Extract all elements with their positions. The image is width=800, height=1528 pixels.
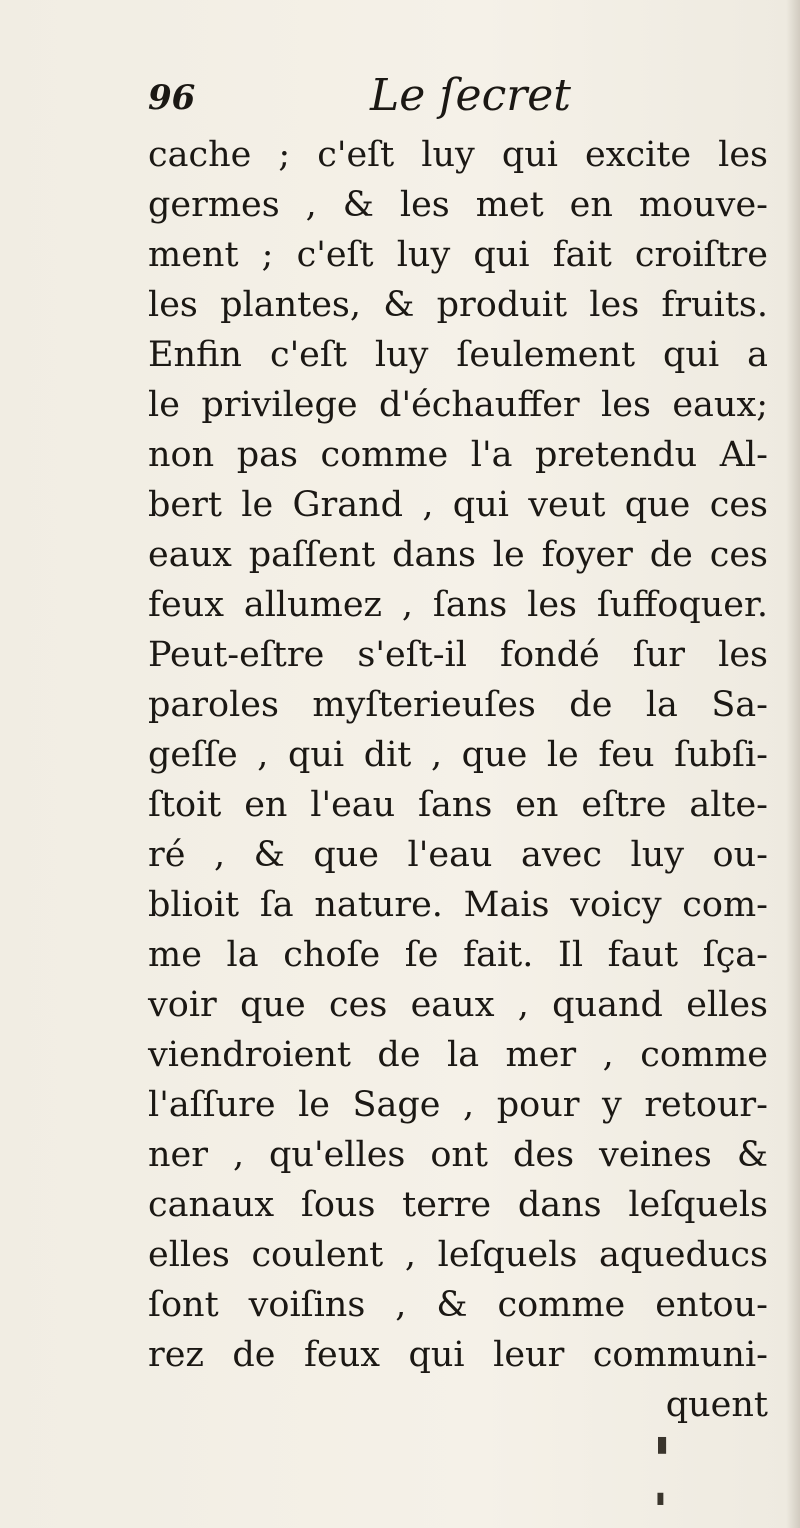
text-line: rez de feux qui leur communi- <box>148 1335 768 1375</box>
text-line: ré , & que l'eau avec luy ou- <box>148 835 768 875</box>
text-line: viendroient de la mer , comme <box>148 1035 768 1075</box>
text-line: paroles myſterieuſes de la Sa- <box>148 685 768 725</box>
text-line: canaux ſous terre dans leſquels <box>148 1185 768 1225</box>
text-line: ment ; c'eſt luy qui fait croiſtre <box>148 235 768 275</box>
text-line: eaux paſſent dans le foyer de ces <box>148 535 768 575</box>
page-number: 96 <box>148 78 196 118</box>
text-line: ner , qu'elles ont des veines & <box>148 1135 768 1175</box>
page-header <box>148 70 768 130</box>
text-line: me la choſe ſe fait. Il faut ſça- <box>148 935 768 975</box>
text-line: Enfin c'eſt luy ſeulement qui a <box>148 335 768 375</box>
page-edge-shadow <box>786 0 800 1528</box>
text-line: l'aſſure le Sage , pour y retour- <box>148 1085 768 1125</box>
running-title: Le ſecret <box>370 70 571 121</box>
text-line: le privilege d'échauffer les eaux; <box>148 385 768 425</box>
ink-speck: ▮ <box>656 1432 669 1457</box>
catchword: quent <box>665 1385 768 1425</box>
text-line: cache ; c'eſt luy qui excite les <box>148 135 768 175</box>
ink-speck: ▮ <box>656 1488 665 1507</box>
text-line: germes , & les met en mouve- <box>148 185 768 225</box>
text-line: ſtoit en l'eau ſans en eſtre alte- <box>148 785 768 825</box>
text-line: blioit ſa nature. Mais voicy com- <box>148 885 768 925</box>
text-line: feux allumez , ſans les ſuffoquer. <box>148 585 768 625</box>
text-line: voir que ces eaux , quand elles <box>148 985 768 1025</box>
text-line: non pas comme l'a pretendu Al- <box>148 435 768 475</box>
text-line: les plantes, & produit les fruits. <box>148 285 768 325</box>
text-line: bert le Grand , qui veut que ces <box>148 485 768 525</box>
body-text <box>148 130 768 1430</box>
text-line: Peut-eſtre s'eſt-il fondé ſur les <box>148 635 768 675</box>
text-line: ſont voiſins , & comme entou- <box>148 1285 768 1325</box>
text-line: elles coulent , leſquels aqueducs <box>148 1235 768 1275</box>
text-line: geſſe , qui dit , que le feu ſubſi- <box>148 735 768 775</box>
